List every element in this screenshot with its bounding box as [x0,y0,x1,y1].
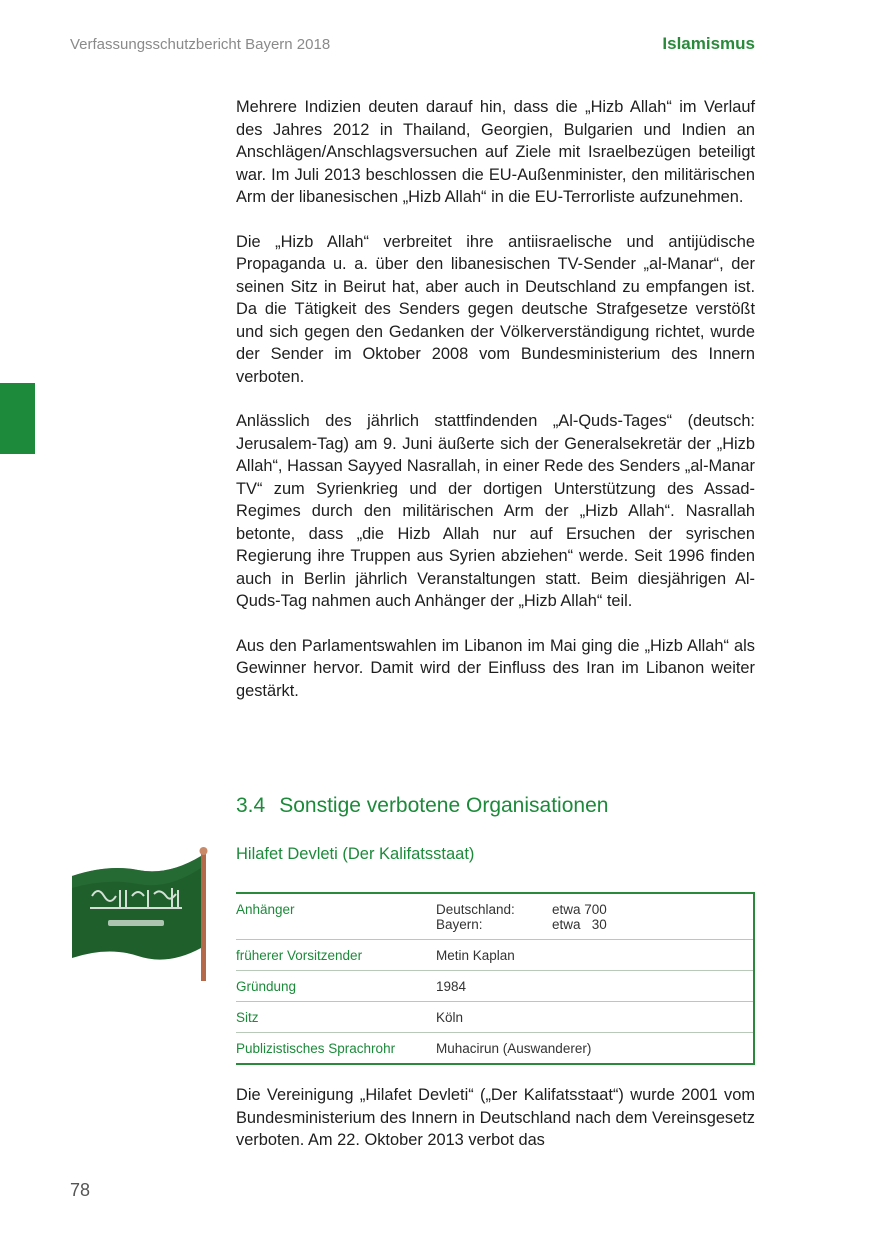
table-label: Sitz [236,1002,436,1033]
page-number: 78 [70,1180,91,1200]
member-count: etwa 700 [552,902,607,917]
table-row [236,1033,754,1065]
organisation-title: Hilafet Devleti (Der Kalifatsstaat) [236,845,475,863]
paragraph: Die „Hizb Allah“ verbreitet ihre antiisraelische und antijüdische Propaganda u. a. über den libanesischen TV-Sender „al-Manar“, der seinen Sitz in Beirut hat, aber auch in Deutschland zu empfangen ist. Da die Tätigkeit des Senders gegen deutsche Strafgesetze verstößt und sich gegen den Gedanken der Völkerverständigung richtet, wurde der Sender im Oktober 2008 vom Bundesministerium des Innern verboten. [236,232,755,386]
region-label: Bayern: [436,917,483,932]
table-label: Publizistisches Sprachrohr [236,1041,396,1056]
section-number: 3.4 [236,794,266,817]
running-header: Verfassungsschutzbericht Bayern 2018 [70,36,331,53]
table-value: Metin Kaplan [436,940,754,971]
table-row [236,893,754,940]
section-title: Sonstige verbotene Organisationen [279,794,609,817]
paragraph: Die Vereinigung „Hilafet Devleti“ („Der Kalifatsstaat“) wurde 2001 vom Bundesministerium des Innern in Deutschland nach dem Vereinsgesetz verboten. Am 22. Oktober 2013 verbot das [236,1086,755,1149]
table-value: 1984 [436,971,754,1002]
body-text-continued [236,1084,755,1174]
section-heading [236,794,608,818]
chapter-title: Islamismus [662,34,755,53]
paragraph: Aus den Parlamentswahlen im Libanon im Mai ging die „Hizb Allah“ als Gewinner hervor. Damit wird der Einfluss des Iran im Libanon weiter gestärkt. [236,636,755,700]
paragraph: Anlässlich des jährlich stattfindenden „Al-Quds-Tages“ (deutsch: Jerusalem-Tag) am 9. Juni äußerte sich der Generalsekretär der „Hizb Allah“, Hassan Sayyed Nasrallah, in einer Rede des Senders „al-Manar TV“ zum Syrienkrieg und der dortigen Unterstützung des Assad-Regimes durch den militärischen Arm der „Hizb Allah“. Nasrallah betonte, dass „die Hizb Allah nur auf Ersuchen der syrischen Regierung ihre Truppen aus Syrien abziehen“ werde. Seit 1996 finden auch in Berlin jährlich Veranstaltungen statt. Beim diesjährigen Al-Quds-Tag nahmen auch Anhänger der „Hizb Allah“ teil. [236,412,755,610]
table-value [436,893,754,940]
table-label: früherer Vorsitzender [236,940,436,971]
table-value: Muhacirun (Auswanderer) [436,1041,592,1056]
paragraph: Mehrere Indizien deuten darauf hin, dass die „Hizb Allah“ im Verlauf des Jahres 2012 in Thailand, Georgien, Bulgarien und Indien an Anschlägen/Anschlagsversuchen auf Ziele mit Israelbezügen beteiligt war. Im Juli 2013 beschlossen die EU-Außenminister, den militärischen Arm der libanesischen „Hizb Allah“ in die EU-Terrorliste aufzunehmen. [236,98,755,206]
member-count: etwa 30 [552,917,607,932]
table-label: Anhänger [236,893,436,940]
black-banner-flag-icon [68,846,208,981]
table-row [236,971,754,1002]
body-text [236,96,755,724]
table-row [236,1002,754,1033]
table-row [236,940,754,971]
region-label: Deutschland: [436,902,515,917]
table-value: Köln [436,1002,754,1033]
organisation-info-table [236,892,755,1065]
chapter-marker-tab [0,383,35,454]
table-label: Gründung [236,971,436,1002]
